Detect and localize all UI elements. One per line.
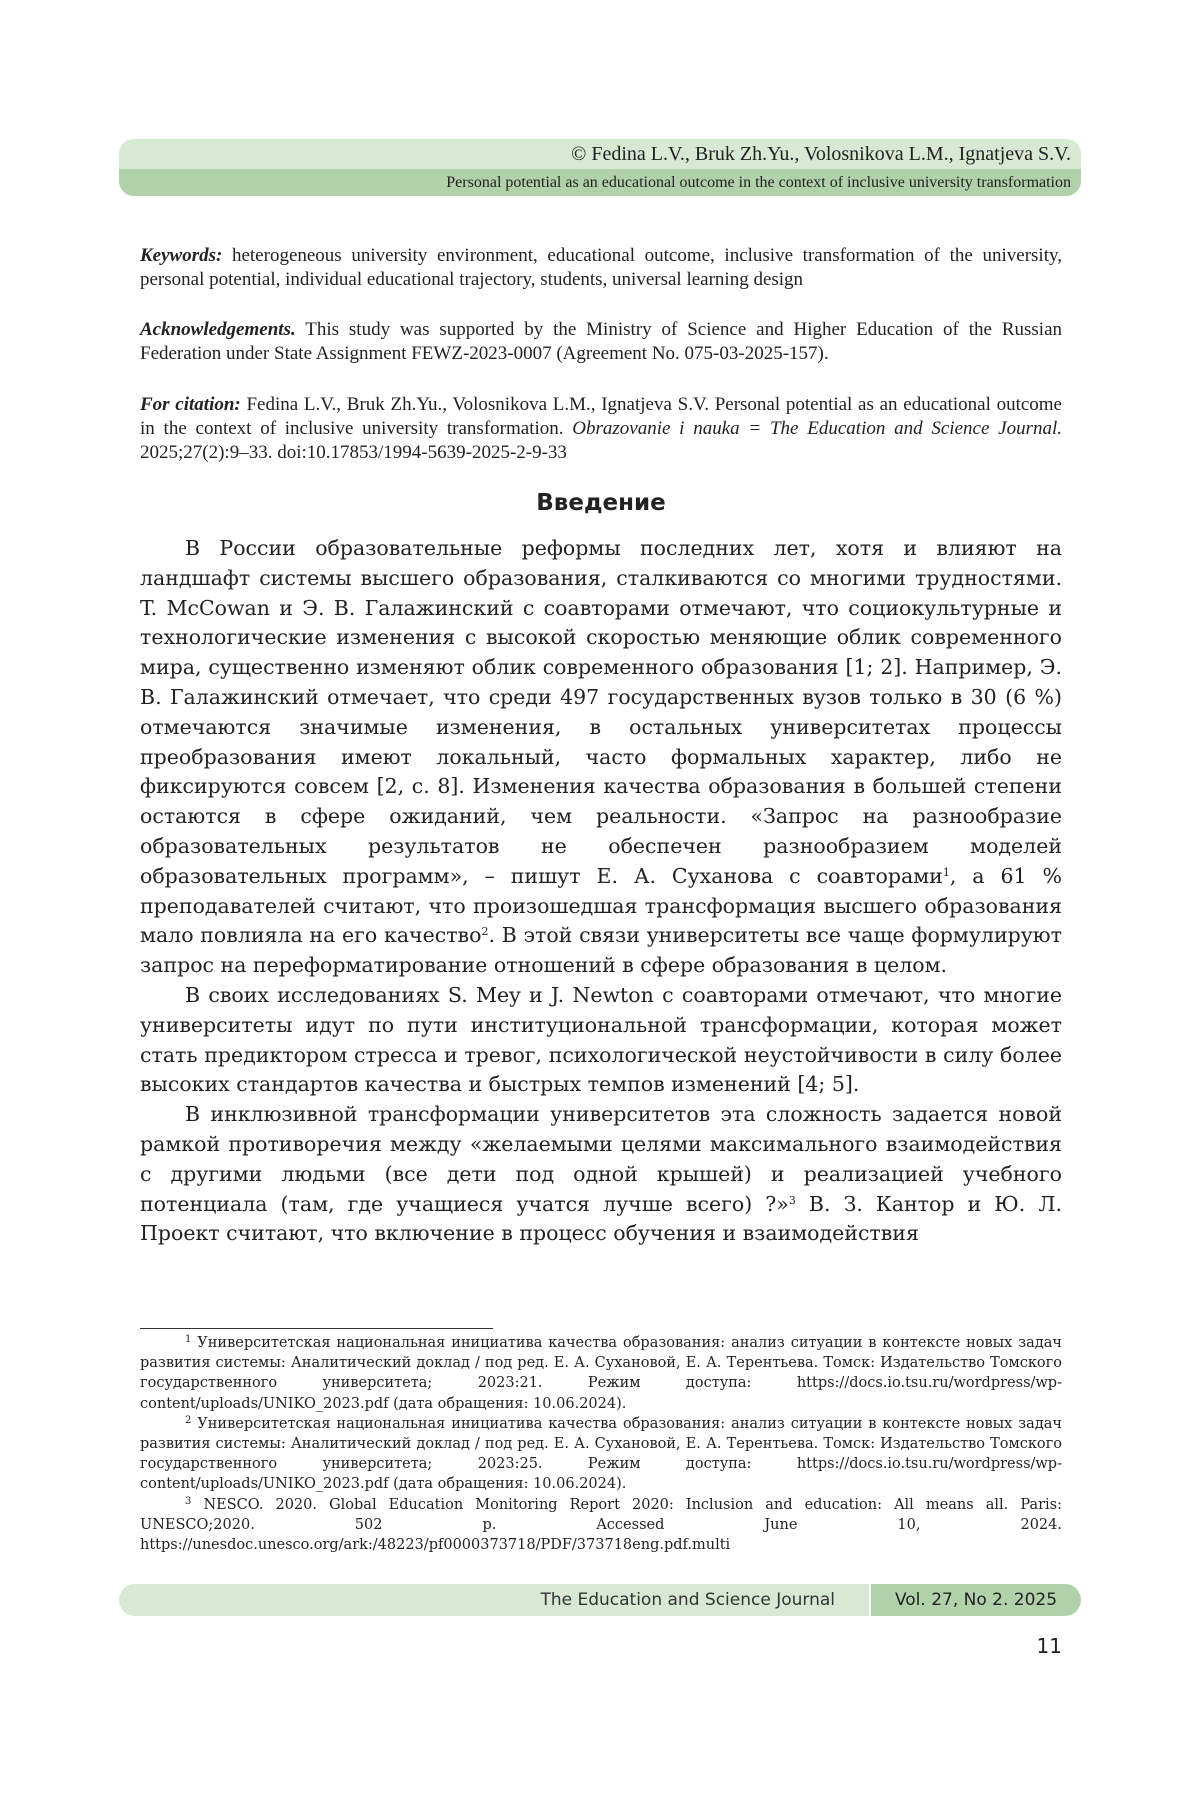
keywords-label: Keywords: bbox=[140, 245, 223, 266]
header-article-title: Personal potential as an educational outcome in the context of inclusive university transformation bbox=[119, 169, 1081, 196]
footnote-number: 2 bbox=[185, 1414, 192, 1426]
running-header bbox=[119, 139, 1081, 196]
footnote bbox=[140, 1495, 1062, 1556]
footnote bbox=[140, 1414, 1062, 1495]
page-number: 11 bbox=[1036, 1634, 1062, 1658]
citation-journal: Obrazovanie i nauka = The Education and Science Journal. bbox=[572, 418, 1063, 439]
paragraph-text: В. З. Кантор и Ю. Л. Проект считают, что включение в процесс обучения и взаимодействия bbox=[140, 1191, 1062, 1246]
paragraph bbox=[140, 534, 1062, 981]
keywords-text: heterogeneous university environment, educational outcome, inclusive transformation of the university, personal potential, individual educational trajectory, students, universal learning design bbox=[140, 245, 1062, 290]
citation-block bbox=[140, 393, 1062, 465]
acknowledgements-text: This study was supported by the Ministry of Science and Higher Education of the Russian Federation under State Assignment FEWZ-2023-0007 (Agreement No. 075-03-2025-157). bbox=[140, 319, 1062, 364]
footnote-number: 1 bbox=[185, 1334, 192, 1345]
citation-label: For citation: bbox=[140, 394, 241, 415]
keywords-block bbox=[140, 244, 1062, 292]
acknowledgements-block bbox=[140, 318, 1062, 366]
paragraph: В своих исследованиях S. Mey и J. Newton с соавторами отмечают, что многие университеты идут по пути институциональной трансформации, которая может стать предиктором стресса и тревог, психологической неустойчивости в силу более высоких стандартов качества и быстрых темпов изменений [4; 5]. bbox=[140, 982, 1062, 1097]
footnote bbox=[140, 1333, 1062, 1414]
footnote-text: NESCO. 2020. Global Education Monitoring Report 2020: Inclusion and education: All means all. Paris: UNESCO;2020. 502 p. Accessed June 10, 2024. https://unesdoc.unesco.org/ark:/48223/pf0000373718/PDF/373718eng.pdf.multi bbox=[140, 1496, 1062, 1554]
citation-text: Fedina L.V., Bruk Zh.Yu., Volosnikova L.M., Ignatjeva S.V. Personal potential as an educational outcome in the context of inclusive university transformation. bbox=[140, 394, 1062, 439]
paragraph-text: В инклюзивной трансформации университетов эта сложность задается новой рамкой противоречия между «желаемыми целями максимального взаимодействия с другими людьми (все дети под одной крышей) и реализацией учебного потенциала (там, где учащиеся учатся лучше всего) ?» bbox=[140, 1102, 1062, 1216]
footnote-ref[interactable]: 3 bbox=[788, 1193, 796, 1207]
paragraph-text: , а 61 % преподавателей считают, что произошедшая трансформация высшего образования мало повлияла на его качество bbox=[140, 863, 1062, 948]
running-footer bbox=[119, 1584, 1081, 1616]
paragraph bbox=[140, 1100, 1062, 1249]
footnote-text: Университетская национальная инициатива качества образования: анализ ситуации в контексте новых задач развития системы: Аналитический доклад / под ред. Е. А. Сухановой, Е. А. Терентьева. Томск: Издательство Томского государственного университета; 2023:21. Режим доступа: https://docs.io.tsu.ru/wordpress/wp-content/uploads/UNIKO_2023.pdf (дата обращения: 10.06.2024). bbox=[140, 1335, 1062, 1412]
body-text bbox=[140, 534, 1062, 1249]
footer-journal-name: The Education and Science Journal bbox=[119, 1584, 869, 1616]
section-heading: Введение bbox=[536, 490, 666, 516]
acknowledgements-label: Acknowledgements. bbox=[140, 319, 296, 340]
paragraph-text: . В этой связи университеты все чаще формулируют запрос на переформатирование отношений в сфере образования в целом. bbox=[140, 923, 1062, 978]
footnote-number: 3 bbox=[185, 1495, 192, 1507]
footnotes bbox=[140, 1333, 1062, 1555]
footnote-divider bbox=[140, 1328, 493, 1329]
header-authors: © Fedina L.V., Bruk Zh.Yu., Volosnikova L.M., Ignatjeva S.V. bbox=[119, 139, 1081, 169]
footnote-ref[interactable]: 2 bbox=[481, 925, 489, 939]
footnote-ref[interactable]: 1 bbox=[942, 865, 950, 879]
paragraph-text: В России образовательные реформы последних лет, хотя и влияют на ландшафт системы высшего образования, сталкиваются со многими трудностями. T. McCowan и Э. В. Галажинский с соавторами отмечают, что социокультурные и технологические изменения с высокой скоростью меняющие облик современного мира, существенно изменяют облик современного образования [1; 2]. Например, Э. В. Галажинский отмечает, что среди 497 государственных вузов только в 30 (6 %) отмечаются значимые изменения, в остальных университетах процессы преобразования имеют локальный, часто формальных характер, либо не фиксируются совсем [2, с. 8]. Изменения качества образования в большей степени остаются в сфере ожиданий, чем реальности. «Запрос на разнообразие образовательных результатов не обеспечен разнообразием моделей образовательных программ», – пишут Е. А. Суханова с соавторами bbox=[140, 536, 1062, 888]
footnote-text: Университетская национальная инициатива качества образования: анализ ситуации в контексте новых задач развития системы: Аналитический доклад / под ред. Е. А. Сухановой, Е. А. Терентьева. Томск: Издательство Томского государственного университета; 2023:25. Режим доступа: https://docs.io.tsu.ru/wordpress/wp-content/uploads/UNIKO_2023.pdf (дата обращения: 10.06.2024). bbox=[140, 1415, 1062, 1493]
citation-doi: 2025;27(2):9–33. doi:10.17853/1994-5639-2025-2-9-33 bbox=[140, 442, 567, 463]
footer-issue: Vol. 27, No 2. 2025 bbox=[871, 1584, 1081, 1616]
